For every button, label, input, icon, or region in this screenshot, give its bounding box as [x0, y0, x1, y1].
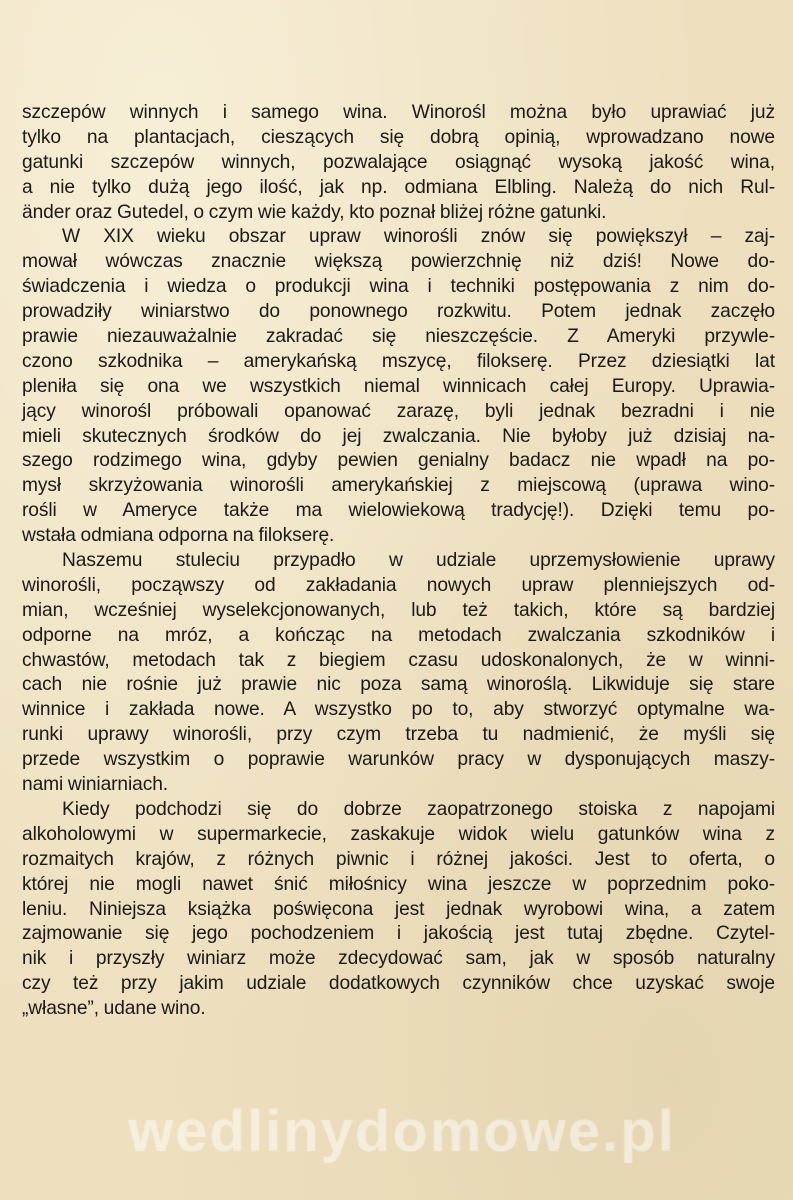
text-line: szego rodzimego wina, gdyby pewien genialny badacz nie wpadł na po-	[22, 450, 775, 472]
text-line: czy też przy jakim udziale dodatkowych czynników chce uzyskać swoje	[22, 973, 775, 995]
text-line: zajmowanie się jego pochodzeniem i jakością jest tutaj zbędne. Czytel-	[22, 923, 775, 945]
text-line: jący winorośl próbowali opanować zarazę, byli jednak bezradni i nie	[22, 400, 775, 422]
paragraph-start-line: Kiedy podchodzi się do dobrze zaopatrzonego stoiska z napojami	[62, 798, 775, 820]
text-line: änder oraz Gutedel, o czym wie każdy, kto poznał bliżej różne gatunki.	[22, 201, 607, 223]
body-text	[22, 101, 775, 1022]
text-line: prawie niezauważalnie zakradać się nieszczęście. Z Ameryki przywle-	[22, 326, 775, 348]
text-line: prowadziły winiarstwo do ponownego rozkwitu. Potem jednak zaczęło	[22, 301, 775, 323]
text-line: mian, wcześniej wyselekcjonowanych, lub też takich, które są bardziej	[22, 599, 775, 621]
text-line: rośli w Ameryce także ma wielowiekową tradycję!). Dzięki temu po-	[22, 500, 775, 522]
text-line: nik i przyszły winiarz może zdecydować sam, jak w sposób naturalny	[22, 948, 775, 970]
text-line: gatunki szczepów winnych, pozwalające osiągnąć wysoką jakość wina,	[22, 151, 775, 173]
text-line: mysł skrzyżowania winorośli amerykańskiej z miejscową (uprawa wino-	[22, 475, 775, 497]
text-line: nami winiarniach.	[22, 774, 169, 796]
text-line: mował wówczas znacznie większą powierzchnię niż dziś! Nowe do-	[22, 251, 775, 273]
text-line: leniu. Niniejsza książka poświęcona jest jednak wyrobowi wina, a zatem	[22, 898, 775, 920]
text-line: mieli skutecznych środków do jej zwalczania. Nie byłoby już dzisiaj na-	[22, 425, 775, 447]
text-line: wstała odmiana odporna na filokserę.	[22, 525, 335, 547]
text-line: a nie tylko dużą jego ilość, jak np. odmiana Elbling. Należą do nich Rul-	[22, 176, 775, 198]
text-line: cach nie rośnie już prawie nic poza samą winoroślą. Likwiduje się stare	[22, 674, 775, 696]
text-line: rozmaitych krajów, z różnych piwnic i różnej jakości. Jest to oferta, o	[22, 848, 775, 870]
text-line: czono szkodnika – amerykańską mszycę, filokserę. Przez dziesiątki lat	[22, 350, 775, 372]
text-line: tylko na plantacjach, cieszących się dobrą opinią, wprowadzano nowe	[22, 126, 775, 148]
text-line: winnice i zakłada nowe. A wszystko po to, aby stworzyć optymalne wa-	[22, 699, 775, 721]
text-line: szczepów winnych i samego wina. Winorośl można było uprawiać już	[22, 102, 775, 123]
text-line: chwastów, metodach tak z biegiem czasu udoskonalonych, że w winni-	[22, 649, 775, 671]
text-line: „własne”, udane wino.	[22, 998, 206, 1020]
paragraph-start-line: Naszemu stuleciu przypadło w udziale uprzemysłowienie uprawy	[62, 550, 775, 572]
text-line: odporne na mróz, a kończąc na metodach zwalczania szkodników i	[22, 624, 775, 646]
paragraph-start-line: W XIX wieku obszar upraw winorośli znów się powiększył – zaj-	[62, 226, 775, 248]
text-line: winorośli, począwszy od zakładania nowych upraw plenniejszych od-	[22, 574, 775, 596]
text-line: alkoholowymi w supermarkecie, zaskakuje widok wielu gatunków wina z	[22, 823, 775, 845]
text-line: pleniła się ona we wszystkich niemal winnicach całej Europy. Uprawia-	[22, 375, 775, 397]
text-line: której nie mogli nawet śnić miłośnicy wina jeszcze w poprzednim poko-	[22, 873, 775, 895]
text-line: przede wszystkim o poprawie warunków pracy w dysponujących maszy-	[22, 749, 775, 771]
text-line: świadczenia i wiedza o produkcji wina i techniki postępowania z nim do-	[22, 276, 775, 298]
watermark: wedlinydomowe.pl	[128, 1099, 676, 1164]
text-line: runki uprawy winorośli, przy czym trzeba tu nadmienić, że myśli się	[22, 724, 775, 746]
